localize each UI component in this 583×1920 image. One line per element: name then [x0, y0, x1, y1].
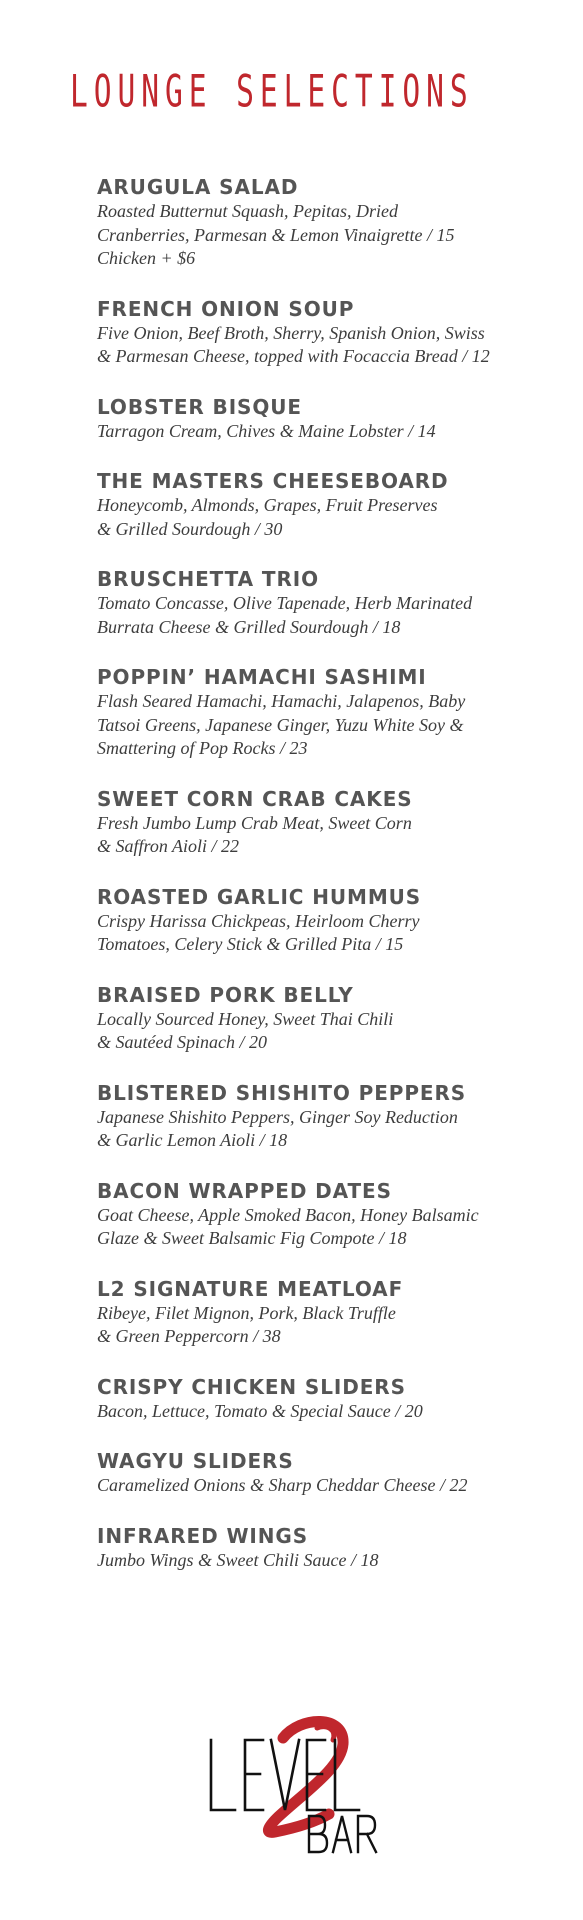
description-line: Jumbo Wings & Sweet Chili Sauce / 18 [97, 1549, 379, 1570]
menu-item-description [97, 592, 537, 639]
menu-item-description [97, 322, 537, 369]
description-line: & Garlic Lemon Aioli / 18 [97, 1130, 288, 1150]
menu-item-description [97, 420, 537, 444]
menu-item [97, 665, 537, 761]
description-line: Flash Seared Hamachi, Hamachi, Jalapenos, Baby [97, 691, 466, 711]
menu-item-name: ROASTED GARLIC HUMMUS [97, 884, 422, 909]
menu-item [97, 1449, 537, 1498]
menu-item [97, 1179, 537, 1251]
description-line: Goat Cheese, Apple Smoked Bacon, Honey Balsamic [97, 1204, 479, 1225]
menu-item-name: BRUSCHETTA TRIO [97, 567, 319, 591]
menu-item-name: LOBSTER BISQUE [97, 394, 302, 419]
menu-item [97, 175, 537, 271]
menu-item [97, 297, 537, 369]
description-line: Tomato Concasse, Olive Tapenade, Herb Marinated [97, 593, 473, 613]
menu-item [97, 567, 537, 639]
menu-item-description [97, 1474, 537, 1498]
description-line: Ribeye, Filet Mignon, Pork, Black Truffle [97, 1302, 396, 1323]
description-line: Five Onion, Beef Broth, Sherry, Spanish Onion, Swiss [97, 322, 485, 343]
description-line: Tomatoes, Celery Stick & Grilled Pita / 15 [97, 934, 404, 954]
description-line: & Grilled Sourdough / 30 [97, 518, 283, 539]
menu-item-name: BLISTERED SHISHITO PEPPERS [97, 1080, 467, 1105]
menu-item-description [97, 1302, 537, 1349]
description-line: Japanese Shishito Peppers, Ginger Soy Reduction [97, 1106, 458, 1127]
menu-item-name: WAGYU SLIDERS [97, 1449, 294, 1473]
menu-item [97, 395, 537, 444]
menu-item-name: ARUGULA SALAD [97, 175, 299, 199]
page-title: LOUNGE SELECTIONS [70, 66, 474, 118]
menu-item-description [97, 200, 537, 271]
menu-list [97, 175, 537, 1572]
menu-item-description [97, 1204, 537, 1251]
description-line: Honeycomb, Almonds, Grapes, Fruit Preserves [97, 495, 438, 515]
description-line: Fresh Jumbo Lump Crab Meat, Sweet Corn [97, 812, 412, 833]
description-line: Bacon, Lettuce, Tomato & Special Sauce / 20 [97, 1400, 423, 1421]
description-line: & Saffron Aioli / 22 [97, 836, 240, 856]
menu-item-description [97, 910, 537, 957]
description-line: Glaze & Sweet Balsamic Fig Compote / 18 [97, 1228, 407, 1248]
menu-item-description [97, 1008, 537, 1055]
menu-item [97, 1524, 537, 1573]
menu-item-name: BRAISED PORK BELLY [97, 982, 354, 1007]
menu-item [97, 885, 537, 957]
menu-item [97, 1375, 537, 1424]
menu-item [97, 787, 537, 859]
menu-item-name: THE MASTERS CHEESEBOARD [97, 469, 449, 493]
menu-item [97, 1277, 537, 1349]
menu-item-description [97, 494, 537, 541]
description-line: & Green Peppercorn / 38 [97, 1326, 281, 1346]
description-line: Locally Sourced Honey, Sweet Thai Chili [97, 1008, 394, 1029]
description-line: Tatsoi Greens, Japanese Ginger, Yuzu White Soy & [97, 714, 464, 735]
menu-item [97, 983, 537, 1055]
menu-item-name: CRISPY CHICKEN SLIDERS [97, 1374, 406, 1399]
description-line: & Parmesan Cheese, topped with Focaccia Bread / 12 [97, 346, 490, 366]
menu-item-description [97, 690, 537, 761]
description-line: Cranberries, Parmesan & Lemon Vinaigrette / 15 [97, 224, 455, 245]
description-line: Roasted Butternut Squash, Pepitas, Dried [97, 201, 398, 221]
description-line: & Sautéed Spinach / 20 [97, 1032, 267, 1052]
description-line: Chicken + $6 [97, 248, 196, 268]
menu-item-name: INFRARED WINGS [97, 1523, 309, 1548]
menu-item-name: FRENCH ONION SOUP [97, 296, 355, 321]
menu-item-description [97, 812, 537, 859]
description-line: Smattering of Pop Rocks / 23 [97, 738, 308, 758]
description-line: Crispy Harissa Chickpeas, Heirloom Cherry [97, 910, 420, 931]
menu-item [97, 1081, 537, 1153]
menu-item-name: POPPIN’ HAMACHI SASHIMI [97, 665, 427, 689]
menu-item-name: L2 SIGNATURE MEATLOAF [97, 1276, 404, 1301]
menu-item [97, 469, 537, 541]
menu-item-description [97, 1400, 537, 1424]
menu-item-description [97, 1106, 537, 1153]
description-line: Tarragon Cream, Chives & Maine Lobster / 14 [97, 420, 436, 441]
menu-item-description [97, 1549, 537, 1573]
description-line: Caramelized Onions & Sharp Cheddar Cheese / 22 [97, 1475, 468, 1495]
description-line: Burrata Cheese & Grilled Sourdough / 18 [97, 616, 401, 637]
level-2-bar-logo [205, 1710, 390, 1860]
menu-item-name: BACON WRAPPED DATES [97, 1178, 392, 1203]
menu-item-name: SWEET CORN CRAB CAKES [97, 786, 413, 811]
